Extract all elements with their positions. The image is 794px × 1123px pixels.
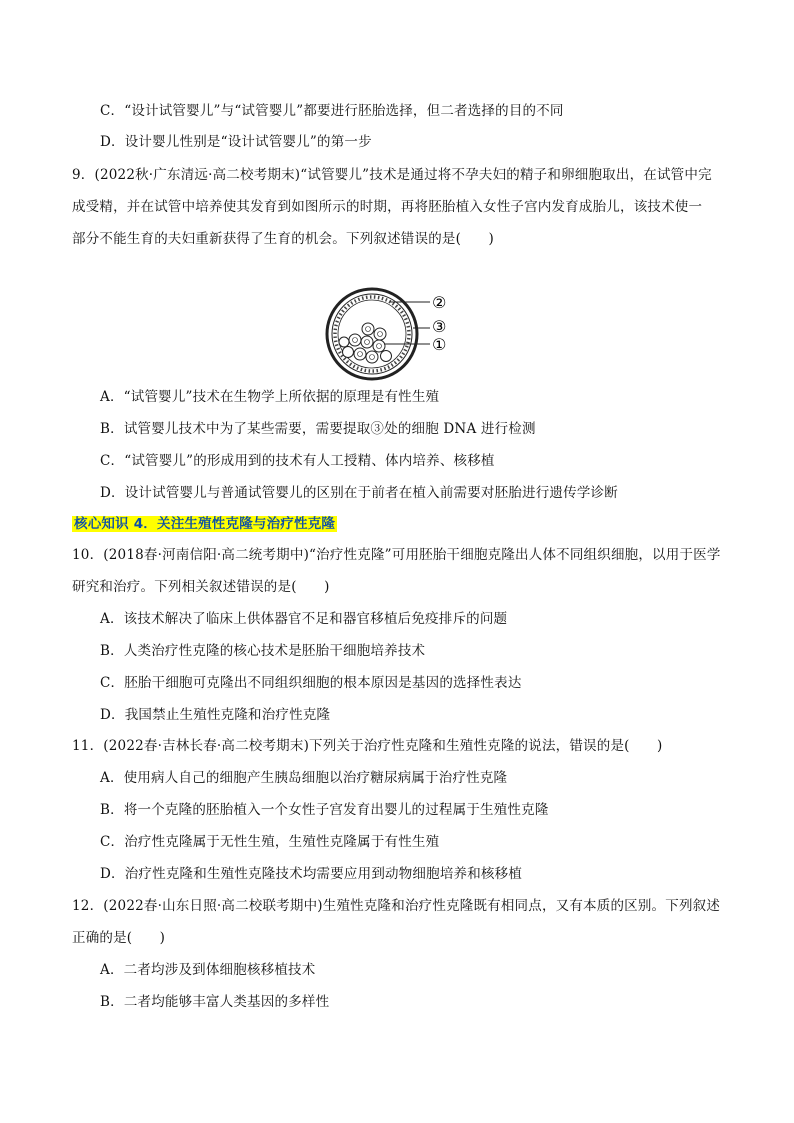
q10-stem-line: 研究和治疗。下列相关叙述错误的是( ) [72,579,330,595]
figure-label: ② [432,293,447,312]
q11-option-d: D．治疗性克隆和生殖性克隆技术均需要应用到动物细胞培养和核移植 [100,866,523,882]
blastocyst-figure [320,284,480,384]
option-c: C．“设计试管婴儿”与“试管婴儿”都要进行胚胎选择，但二者选择的目的不同 [100,103,564,119]
figure-label: ① [432,335,447,354]
section-heading-text: 核心知识 4．关注生殖性克隆与治疗性克隆 [74,516,336,532]
figure-label: ③ [432,317,447,336]
option-d: D．设计婴儿性别是“设计试管婴儿”的第一步 [100,134,372,150]
q10-option-d: D．我国禁止生殖性克隆和治疗性克隆 [100,707,331,723]
q12-stem-line: 12．(2022春·山东日照·高二校联考期中)生殖性克隆和治疗性克隆既有相同点，又有本质的区别。下列叙述 [72,898,721,914]
q10-option-a: A．该技术解决了临床上供体器官不足和器官移植后免疫排斥的问题 [100,611,508,627]
q10-stem-line: 10．(2018春·河南信阳·高二统考期中)“治疗性克隆”可用胚胎干细胞克隆出人体不同组织细胞，以用于医学 [72,547,721,563]
q11-option-a: A．使用病人自己的细胞产生胰岛细胞以治疗糖尿病属于治疗性克隆 [100,770,508,786]
q11-option-c: C．治疗性克隆属于无性生殖，生殖性克隆属于有性生殖 [100,834,440,850]
q9-stem-line: 成受精，并在试管中培养使其发育到如图所示的时期，再将胚胎植入女性子宫内发育成胎儿，该技术使一 [72,199,703,215]
q10-option-b: B．人类治疗性克隆的核心技术是胚胎干细胞培养技术 [100,643,426,659]
q9-stem-line: 9．(2022秋·广东清远·高二校考期末)“试管婴儿”技术是通过将不孕夫妇的精子和卵细胞取出，在试管中完 [72,167,712,183]
q12-option-b: B．二者均能够丰富人类基因的多样性 [100,994,330,1010]
q9-option-a: A．“试管婴儿”技术在生物学上所依据的原理是有性生殖 [100,389,440,405]
section-heading [72,514,337,534]
q10-option-c: C．胚胎干细胞可克隆出不同组织细胞的根本原因是基因的选择性表达 [100,675,522,691]
q11-stem-line: 11．(2022春·吉林长春·高二校考期末)下列关于治疗性克隆和生殖性克隆的说法，错误的是( ) [72,738,663,754]
q9-stem-line: 部分不能生育的夫妇重新获得了生育的机会。下列叙述错误的是( ) [72,231,494,247]
q11-option-b: B．将一个克隆的胚胎植入一个女性子宫发育出婴儿的过程属于生殖性克隆 [100,802,549,818]
q12-option-a: A．二者均涉及到体细胞核移植技术 [100,962,316,978]
q9-option-b: B．试管婴儿技术中为了某些需要，需要提取③处的细胞 DNA 进行检测 [100,421,536,437]
q9-option-d: D．设计试管婴儿与普通试管婴儿的区别在于前者在植入前需要对胚胎进行遗传学诊断 [100,485,618,501]
q9-option-c: C．“试管婴儿”的形成用到的技术有人工授精、体内培养、核移植 [100,453,495,469]
q12-stem-line: 正确的是( ) [72,930,166,946]
